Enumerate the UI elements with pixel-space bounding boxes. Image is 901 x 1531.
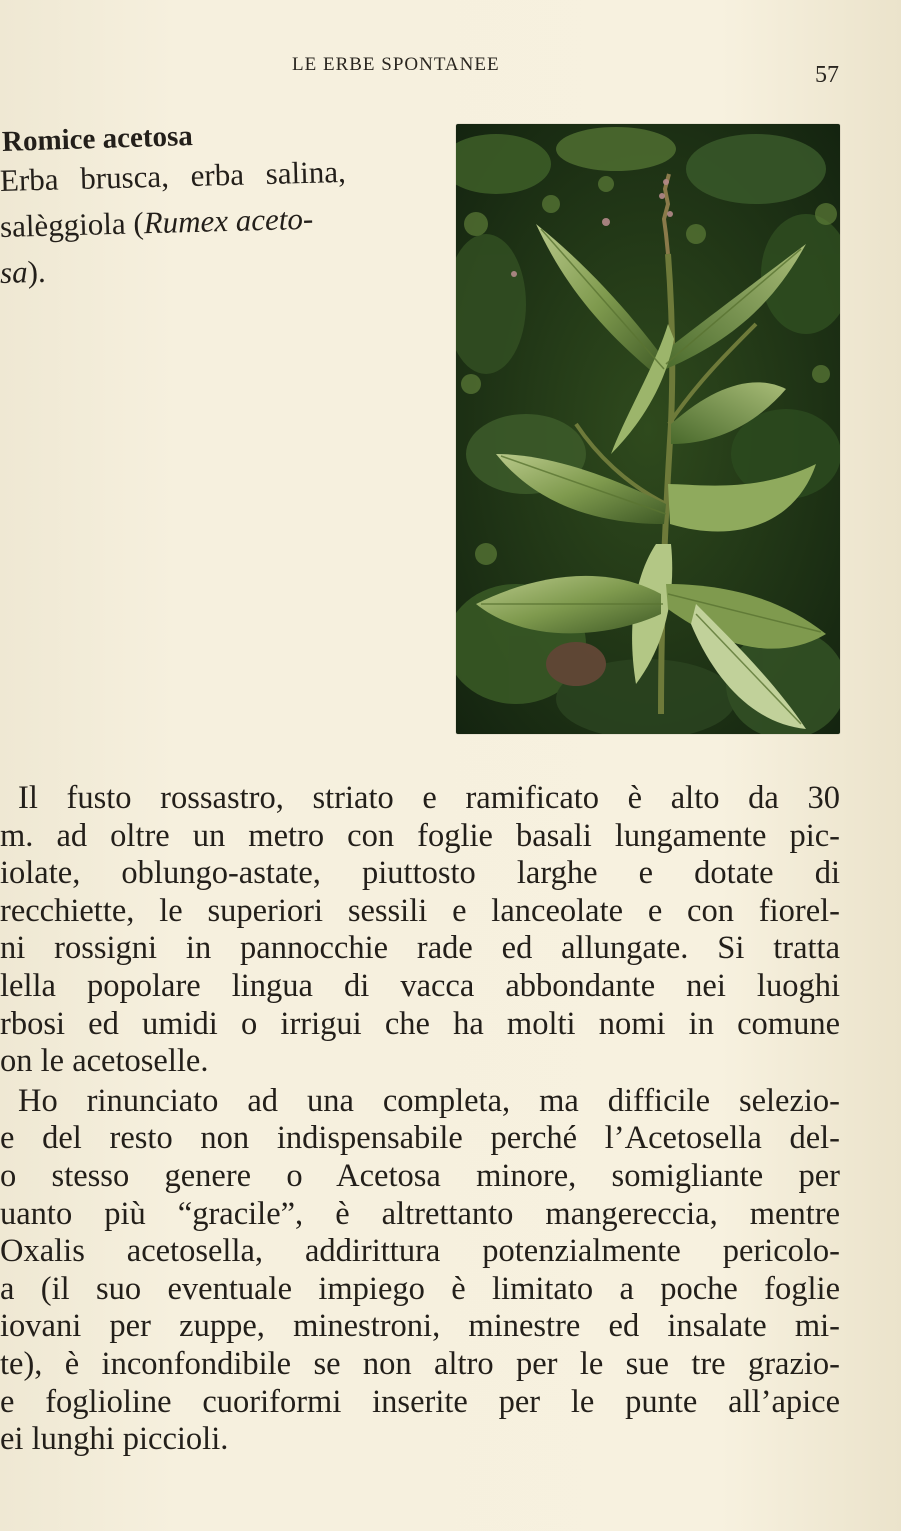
text-line: rbosi ed umidi o irrigui che ha molti nomi in comune bbox=[0, 1005, 840, 1042]
text-line: uanto più “gracile”, è altrettanto mangereccia, mentre bbox=[0, 1195, 840, 1232]
entry-title: Romice acetosa bbox=[1, 120, 194, 158]
text-line: recchiette, le superiori sessili e lanceolate e con fiorel- bbox=[0, 892, 840, 929]
common-names bbox=[0, 153, 420, 296]
body-text bbox=[0, 780, 848, 1459]
common-names-line: Erba brusca, erba salina, bbox=[0, 153, 347, 198]
paragraph bbox=[0, 780, 848, 1081]
text-line: Il fusto rossastro, striato e ramificato è alto da 30 bbox=[18, 780, 840, 816]
latin-name-end: sa bbox=[0, 254, 29, 290]
text-line: iolate, oblungo-astate, piuttosto larghe e dotate di bbox=[0, 855, 840, 892]
paragraph bbox=[0, 1083, 848, 1459]
text-line: Oxalis acetosella, addirittura potenzialmente pericolo- bbox=[0, 1233, 840, 1270]
text-line: e del resto non indispensabile perché l’Acetosella del- bbox=[0, 1120, 840, 1157]
common-names-text: ). bbox=[27, 253, 47, 290]
text-line: m. ad oltre un metro con foglie basali lungamente pic- bbox=[0, 817, 840, 854]
latin-name: Rumex aceto- bbox=[143, 200, 314, 241]
page-number: 57 bbox=[815, 62, 839, 88]
text-line: a (il suo eventuale impiego è limitato a poche foglie bbox=[0, 1270, 840, 1307]
text-line: iovani per zuppe, minestroni, minestre ed insalate mi- bbox=[0, 1308, 840, 1345]
text-line: o stesso genere o Acetosa minore, somigliante per bbox=[0, 1157, 840, 1194]
text-line: on le acetoselle. bbox=[0, 1043, 209, 1080]
text-line: e foglioline cuoriformi inserite per le punte all’apice bbox=[0, 1383, 840, 1420]
plant-photo-image bbox=[456, 124, 840, 734]
text-line: te), è inconfondibile se non altro per le sue tre grazio- bbox=[0, 1345, 840, 1382]
common-names-text: salèggiola ( bbox=[0, 205, 145, 244]
text-line: lella popolare lingua di vacca abbondante nei luoghi bbox=[0, 967, 840, 1004]
text-line: ei lunghi piccioli. bbox=[0, 1421, 229, 1458]
plant-photo bbox=[456, 124, 840, 734]
text-line: Ho rinunciato ad una completa, ma difficile selezio- bbox=[18, 1082, 840, 1119]
text-line: ni rossigni in pannocchie rade ed allungate. Si tratta bbox=[0, 930, 840, 967]
running-head: LE ERBE SPONTANEE bbox=[292, 54, 500, 75]
common-names-line bbox=[0, 239, 420, 296]
